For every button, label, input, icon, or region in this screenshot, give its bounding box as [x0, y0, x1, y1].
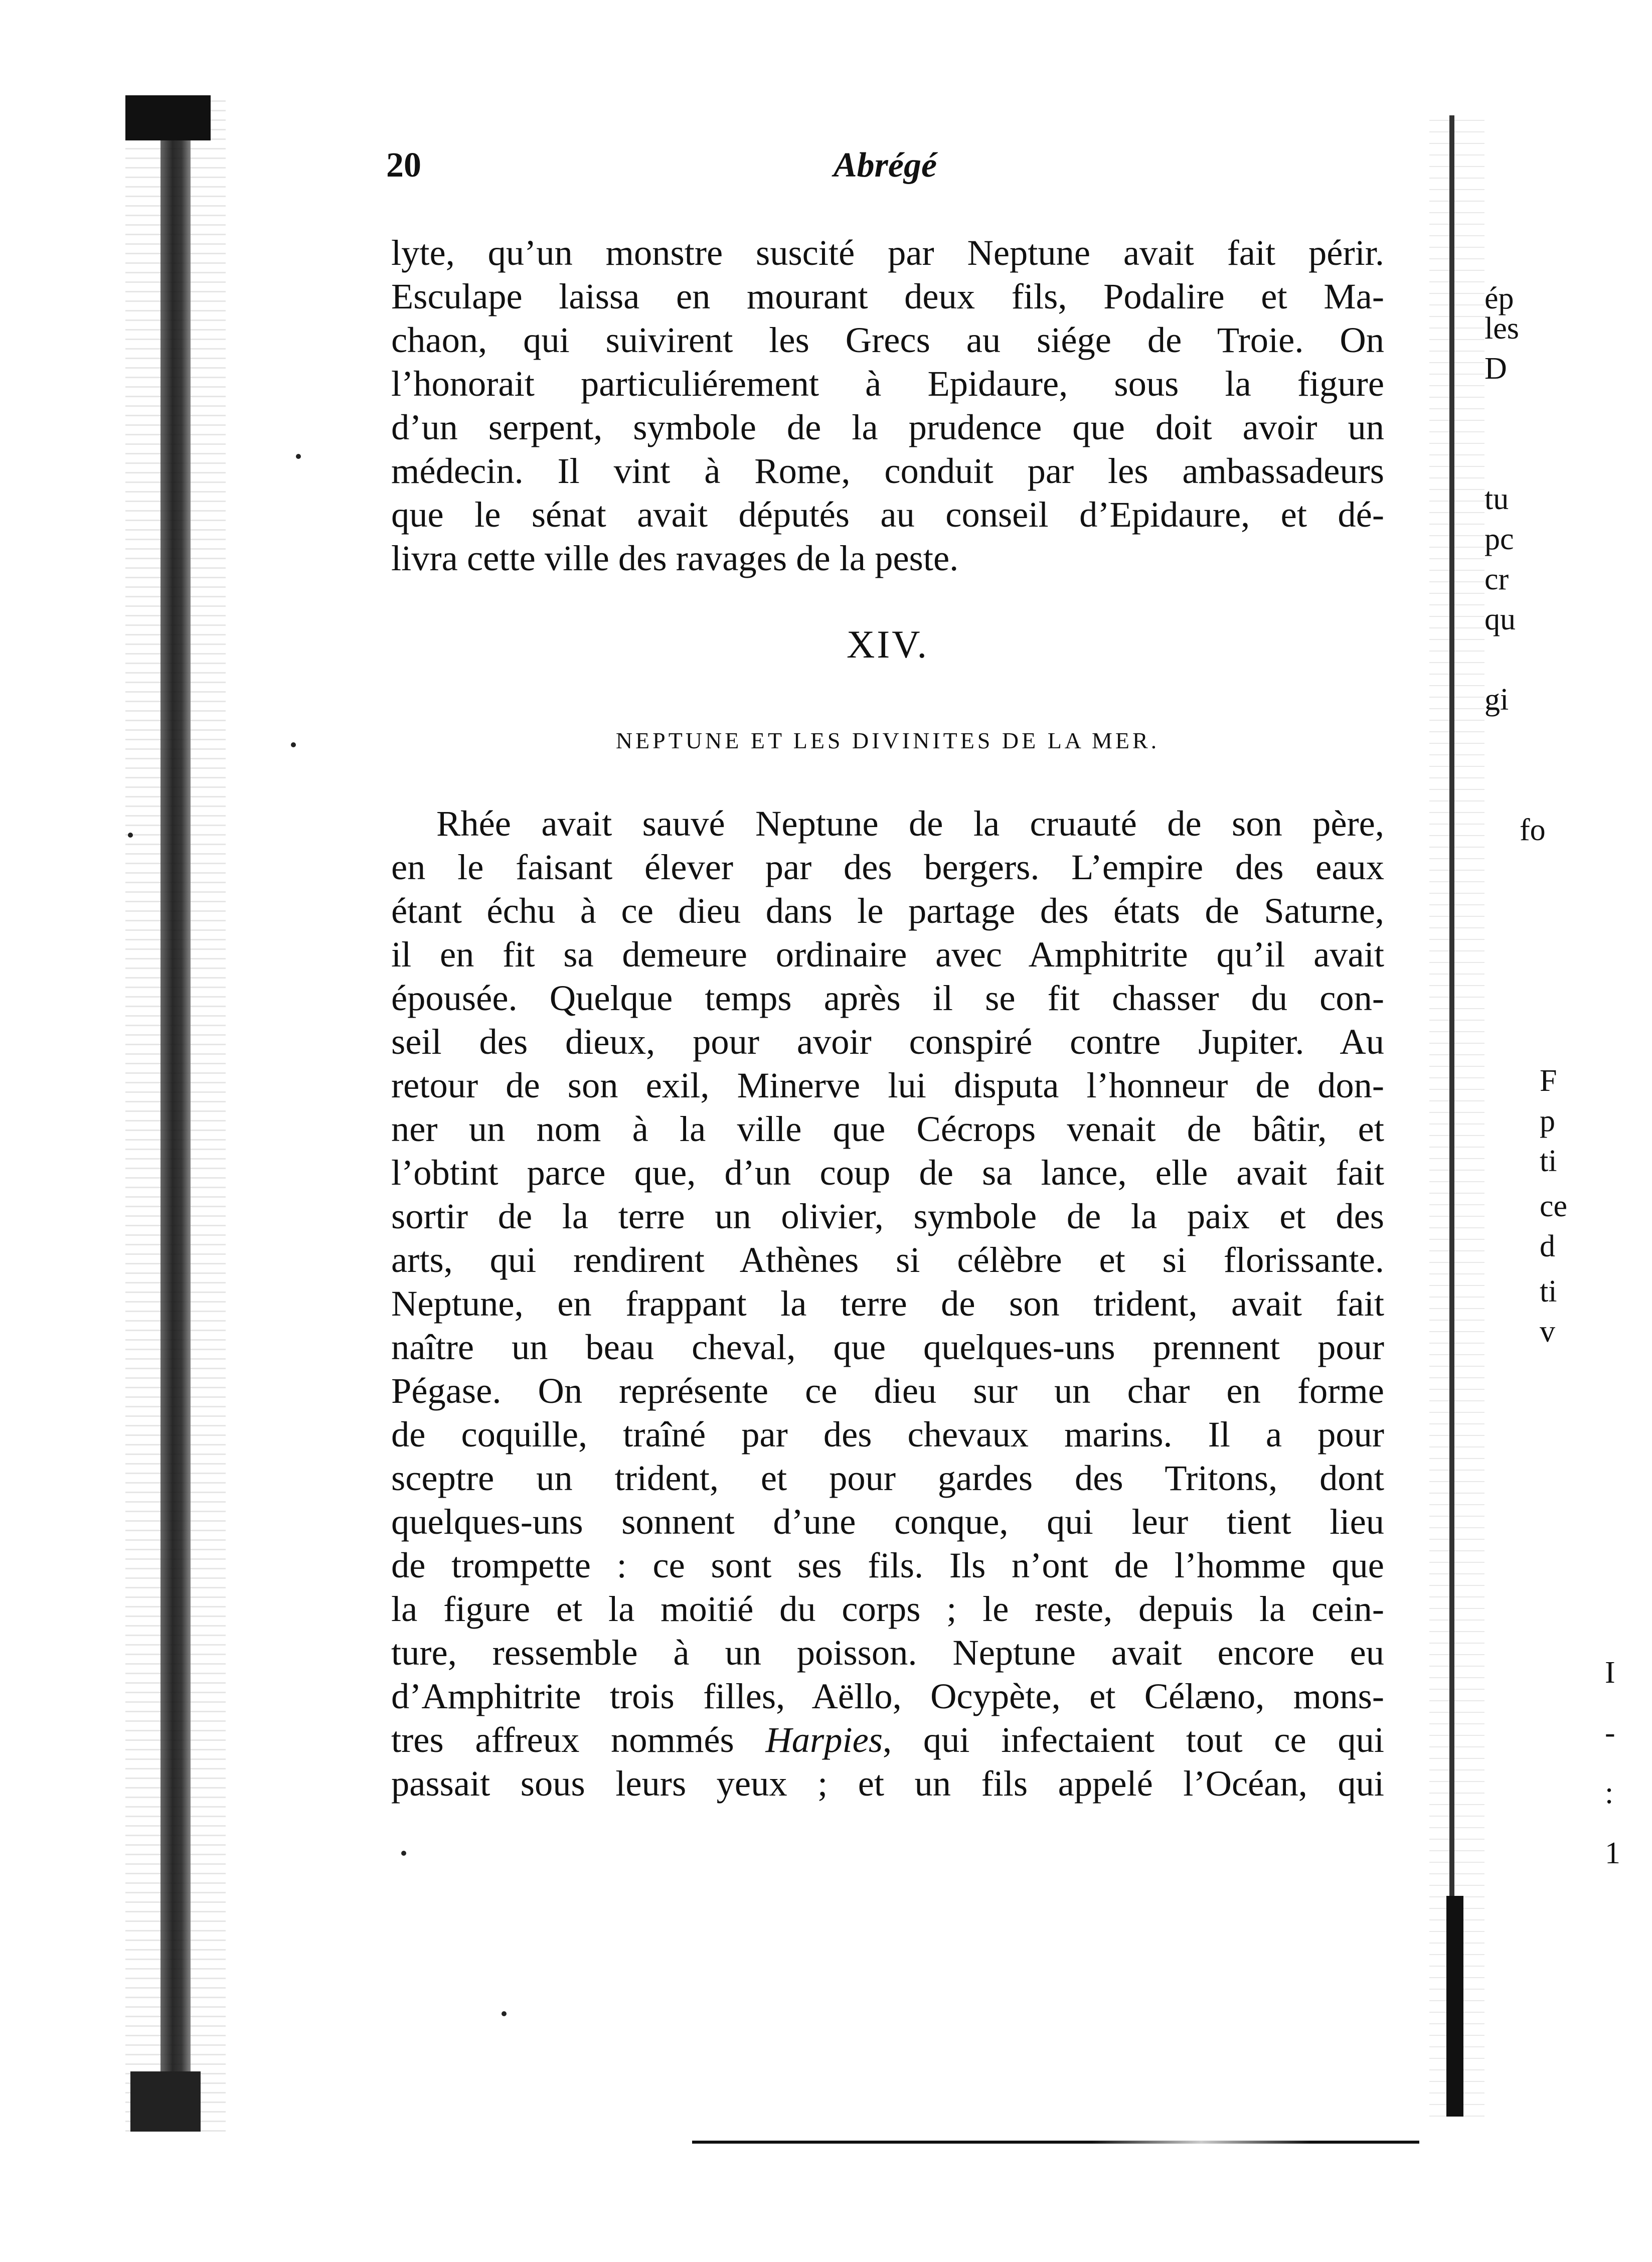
left-binding-gutter — [125, 95, 226, 2132]
text-line: naître un beau cheval, que quelques-uns prennent pour — [391, 1327, 1384, 1367]
text-line: de coquille, traîné par des chevaux marins. Il a pour — [391, 1414, 1384, 1455]
text-line: d’Amphitrite trois filles, Aëllo, Ocypète, et Célæno, mons- — [391, 1676, 1384, 1716]
book-spine-shadow — [160, 95, 191, 2132]
text-line: Rhée avait sauvé Neptune de la cruauté de son père, — [436, 803, 1384, 844]
text-line: retour de son exil, Minerve lui disputa l’honneur de don- — [391, 1065, 1384, 1105]
text-line: d’un serpent, symbole de la prudence que doit avoir un — [391, 407, 1384, 447]
text-line: médecin. Il vint à Rome, conduit par les ambassadeurs — [391, 450, 1384, 491]
text-line-harpies — [391, 1718, 1384, 1761]
text-line: épousée. Quelque temps après il se fit chasser du con- — [391, 978, 1384, 1018]
text-line: de trompette : ce sont ses fils. Ils n’ont de l’homme que — [391, 1545, 1384, 1585]
next-page-fragment: 1 — [1605, 1836, 1620, 1870]
text-line: lyte, qu’un monstre suscité par Neptune avait fait périr. — [391, 232, 1384, 273]
next-page-fragment: : — [1605, 1776, 1614, 1810]
text-line: sortir de la terre un olivier, symbole de la paix et des — [391, 1196, 1384, 1236]
right-edge-rule — [1449, 115, 1454, 2117]
text-line: l’honorait particuliérement à Epidaure, sous la figure — [391, 363, 1384, 404]
next-page-fragment: d — [1540, 1229, 1555, 1263]
right-edge-shadow — [1446, 1896, 1463, 2117]
next-page-fragment: tu — [1484, 482, 1509, 516]
next-page-fragment: pc — [1484, 522, 1514, 556]
text-line: ner un nom à la ville que Cécrops venait de bâtir, et — [391, 1108, 1384, 1149]
next-page-fragment: ti — [1540, 1144, 1557, 1178]
text-segment: , qui infectaient tout ce qui — [883, 1719, 1384, 1760]
text-line: en le faisant élever par des bergers. L’empire des eaux — [391, 847, 1384, 887]
right-edge-speckle — [1429, 115, 1484, 2117]
gutter-top-shadow — [125, 95, 211, 140]
main-paragraph — [391, 801, 1384, 1805]
text-line: Esculape laissa en mourant deux fils, Podalire et Ma- — [391, 276, 1384, 316]
text-line: il en fit sa demeure ordinaire avec Amphitrite qu’il avait — [391, 934, 1384, 975]
italic-term-harpies: Harpies — [765, 1719, 883, 1760]
next-page-fragment: cr — [1484, 562, 1509, 596]
next-page-fragment: D — [1484, 352, 1507, 386]
scan-speck — [291, 742, 296, 747]
next-page-fragment: qu — [1484, 602, 1516, 636]
section-number: XIV. — [846, 622, 929, 666]
text-line: la figure et la moitié du corps ; le reste, depuis la cein- — [391, 1588, 1384, 1629]
text-line: étant échu à ce dieu dans le partage des états de Saturne, — [391, 890, 1384, 931]
next-page-fragment: v — [1540, 1315, 1555, 1349]
continuation-paragraph — [391, 231, 1384, 580]
next-page-fragment: fo — [1520, 813, 1546, 847]
text-line: Neptune, en frappant la terre de son trident, avait fait — [391, 1283, 1384, 1324]
gutter-bottom-shadow — [130, 2071, 201, 2132]
bottom-page-edge — [692, 2141, 1419, 2144]
text-line: sceptre un trident, et pour gardes des Tritons, dont — [391, 1458, 1384, 1498]
next-page-fragment: ti — [1540, 1274, 1557, 1309]
next-page-fragment: - — [1605, 1716, 1615, 1750]
text-line: l’obtint parce que, d’un coup de sa lance, elle avait fait — [391, 1152, 1384, 1193]
text-segment: tres affreux nommés — [391, 1719, 766, 1760]
running-head — [386, 145, 1384, 191]
text-line: Pégase. On représente ce dieu sur un char en forme — [391, 1370, 1384, 1411]
next-page-fragment: I — [1605, 1656, 1615, 1690]
text-line: chaon, qui suivirent les Grecs au siége de Troie. On — [391, 319, 1384, 360]
scan-speck — [502, 2011, 507, 2016]
text-line: passait sous leurs yeux ; et un fils appelé l’Océan, qui — [391, 1763, 1384, 1804]
text-line: que le sénat avait députés au conseil d’Epidaure, et dé- — [391, 494, 1384, 535]
text-line: quelques-uns sonnent d’une conque, qui leur tient lieu — [391, 1501, 1384, 1542]
scan-speck — [128, 833, 133, 838]
scan-speck — [401, 1851, 406, 1856]
text-line: seil des dieux, pour avoir conspiré contre Jupiter. Au — [391, 1021, 1384, 1062]
next-page-fragment: ép — [1484, 281, 1514, 315]
running-title: Abrégé — [833, 146, 937, 185]
text-line: livra cette ville des ravages de la peste. — [391, 538, 959, 578]
page-number: 20 — [386, 146, 421, 185]
next-page-fragment: p — [1540, 1104, 1555, 1138]
section-title: NEPTUNE ET LES DIVINITES DE LA MER. — [615, 728, 1160, 753]
scan-speck — [296, 454, 301, 459]
text-line: arts, qui rendirent Athènes si célèbre et si florissante. — [391, 1239, 1384, 1280]
text-line: ture, ressemble à un poisson. Neptune avait encore eu — [391, 1632, 1384, 1673]
next-page-fragment: gi — [1484, 683, 1509, 717]
next-page-fragment: ce — [1540, 1189, 1568, 1223]
next-page-fragment: F — [1540, 1064, 1557, 1098]
next-page-fragment: les — [1484, 311, 1519, 346]
right-page-edge — [1429, 115, 1484, 2117]
